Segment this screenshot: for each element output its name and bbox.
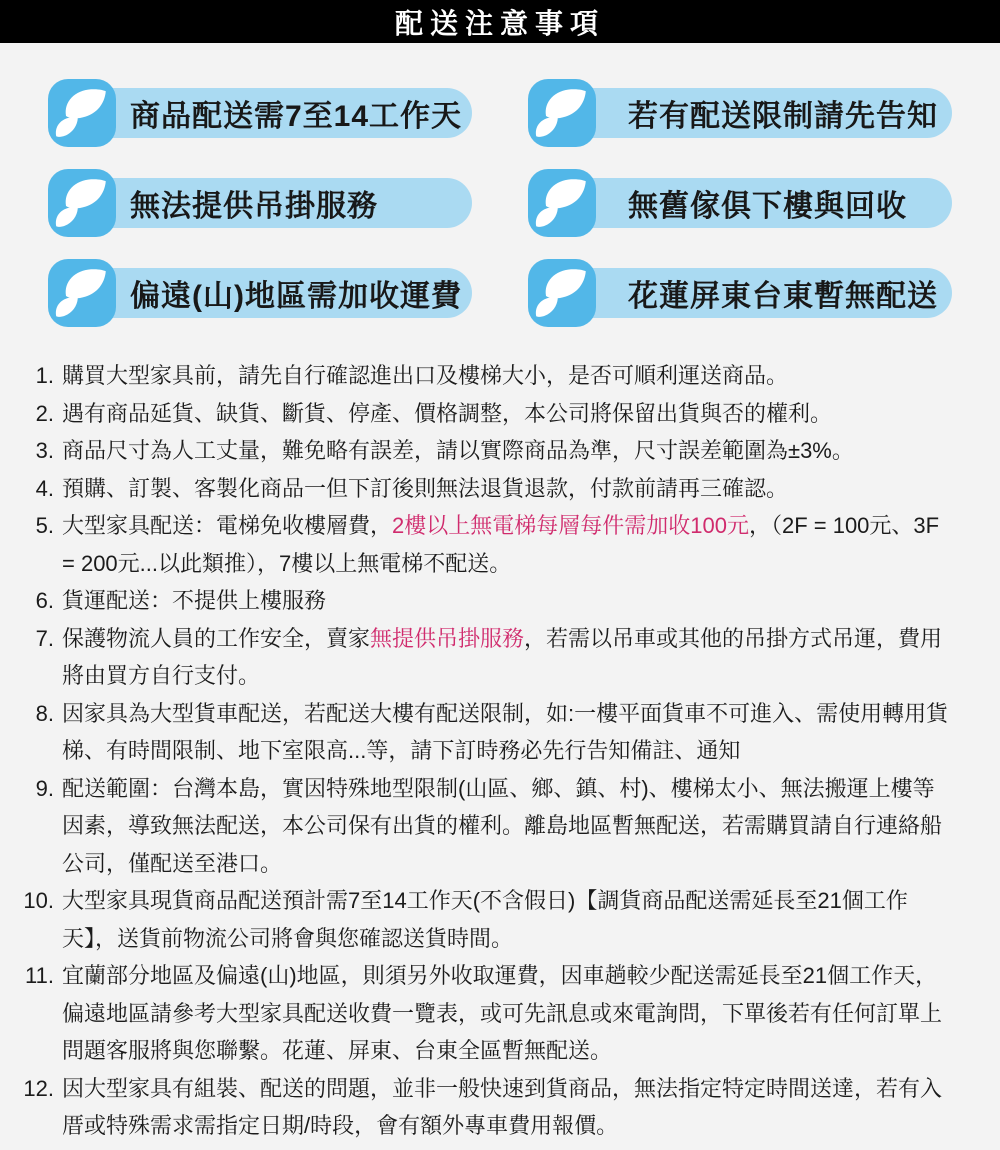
note-segment: 配送範圍：台灣本島，實因特殊地型限制(山區、鄉、鎮、村)、樓梯太小、無法搬運上樓等因素，導致無法配送，本公司保有出貨的權利。離島地區暫無配送，若需購買請自行連絡船公司，僅配送至港口。 [62,775,943,876]
note-text [62,1070,955,1145]
note-segment: 大型家具現貨商品配送預計需7至14工作天(不含假日)【調貨商品配送需延長至21個工作天】，送貨前物流公司將會與您確認送貨時間。 [62,888,908,951]
note-segment: ，（2F = 100元、3F = 200元...以此類推），7樓以上無電梯不配送。 [62,513,940,576]
note-number: 9. [35,775,54,801]
note-text [62,470,955,508]
note-segment: 大型家具配送：電梯免收樓層費， [62,513,393,538]
note-segment: 宜蘭部分地區及偏遠(山)地區，則須另外收取運費，因車趟較少配送需延長至21個工作天，偏遠地區請參考大型家具配送收費一覽表，或可先訊息或來電詢問，下單後若有任何訂單上問題客服將與您聯繫。花蓮、屏東、台東全區暫無配送。 [62,963,943,1063]
note-item [22,1070,955,1145]
note-number: 5. [35,513,54,538]
badge-label: 若有配送限制請先告知 [628,100,938,133]
badge [528,79,952,147]
note-item [22,695,955,770]
badge-pill [562,178,952,228]
note-segment-highlight: 無提供吊掛服務 [370,625,525,651]
badge-pill [82,178,472,228]
leaf-icon [528,259,596,327]
note-text [62,582,955,620]
note-item [22,357,955,395]
note-number: 1. [35,363,54,388]
note-number: 8. [35,700,54,726]
note-text [62,432,955,470]
note-number: 10. [23,888,54,913]
note-item [22,957,955,1070]
note-segment: 預購、訂製、客製化商品一但下訂後則無法退貨退款，付款前請再三確認。 [62,475,789,501]
note-segment: 保護物流人員的工作安全，賣家 [62,625,371,651]
note-item [22,882,955,957]
note-text [62,770,955,883]
note-item [22,432,955,470]
badge-label: 花蓮屏東台東暫無配送 [628,280,938,313]
note-text [62,395,955,433]
badge-pill [82,88,472,138]
badge [48,79,472,147]
note-text [62,357,955,395]
leaf-icon [528,79,596,147]
page-title: 配送注意事項 [394,7,605,39]
badge-pill [562,268,952,318]
note-text [62,620,955,695]
leaf-icon [48,79,116,147]
note-segment: 商品尺寸為人工丈量，難免略有誤差，請以實際商品為準，尺寸誤差範圍為±3%。 [62,438,854,463]
note-number: 4. [35,475,54,501]
note-segment: 貨運配送：不提供上樓服務 [62,588,327,613]
badge [48,259,472,327]
note-number: 6. [35,588,54,613]
note-item [22,770,955,883]
badges-grid [0,43,1000,327]
note-text [62,507,955,582]
note-number: 3. [35,438,54,463]
note-number: 2. [35,400,54,426]
badge-pill [82,268,472,318]
badge-label: 無法提供吊掛服務 [130,190,378,223]
note-item [22,470,955,508]
note-item [22,582,955,620]
badge-pill [562,88,952,138]
badge [528,169,952,237]
note-segment: ，若需以吊車或其他的吊掛方式吊運，費用將由買方自行支付。 [62,625,943,688]
note-text [62,695,955,770]
leaf-icon [48,169,116,237]
note-number: 12. [23,1075,54,1101]
note-item [22,620,955,695]
badge-label: 偏遠(山)地區需加收運費 [130,280,462,313]
note-number: 7. [35,625,54,651]
note-text [62,882,955,957]
note-segment: 因大型家具有組裝、配送的問題，並非一般快速到貨商品，無法指定特定時間送達，若有入厝或特殊需求需指定日期/時段，會有額外專車費用報價。 [62,1075,943,1138]
badge-label: 無舊傢俱下樓與回收 [628,190,907,223]
note-segment-highlight: 2樓以上無電梯每層每件需加收100元 [392,513,749,538]
leaf-icon [528,169,596,237]
badge-label: 商品配送需7至14工作天 [130,100,463,133]
note-number: 11. [25,963,54,988]
leaf-icon [48,259,116,327]
note-text [62,957,955,1070]
badge [528,259,952,327]
note-segment: 購買大型家具前，請先自行確認進出口及樓梯大小，是否可順利運送商品。 [62,363,789,388]
page-header [0,0,1000,43]
note-segment: 遇有商品延貨、缺貨、斷貨、停產、價格調整，本公司將保留出貨與否的權利。 [62,400,833,426]
note-item [22,507,955,582]
note-segment: 因家具為大型貨車配送，若配送大樓有配送限制，如:一樓平面貨車不可進入、需使用轉用貨梯、有時間限制、地下室限高...等，請下訂時務必先行告知備註、通知 [62,700,949,763]
notes-list [0,327,1000,1145]
badge [48,169,472,237]
note-item [22,395,955,433]
